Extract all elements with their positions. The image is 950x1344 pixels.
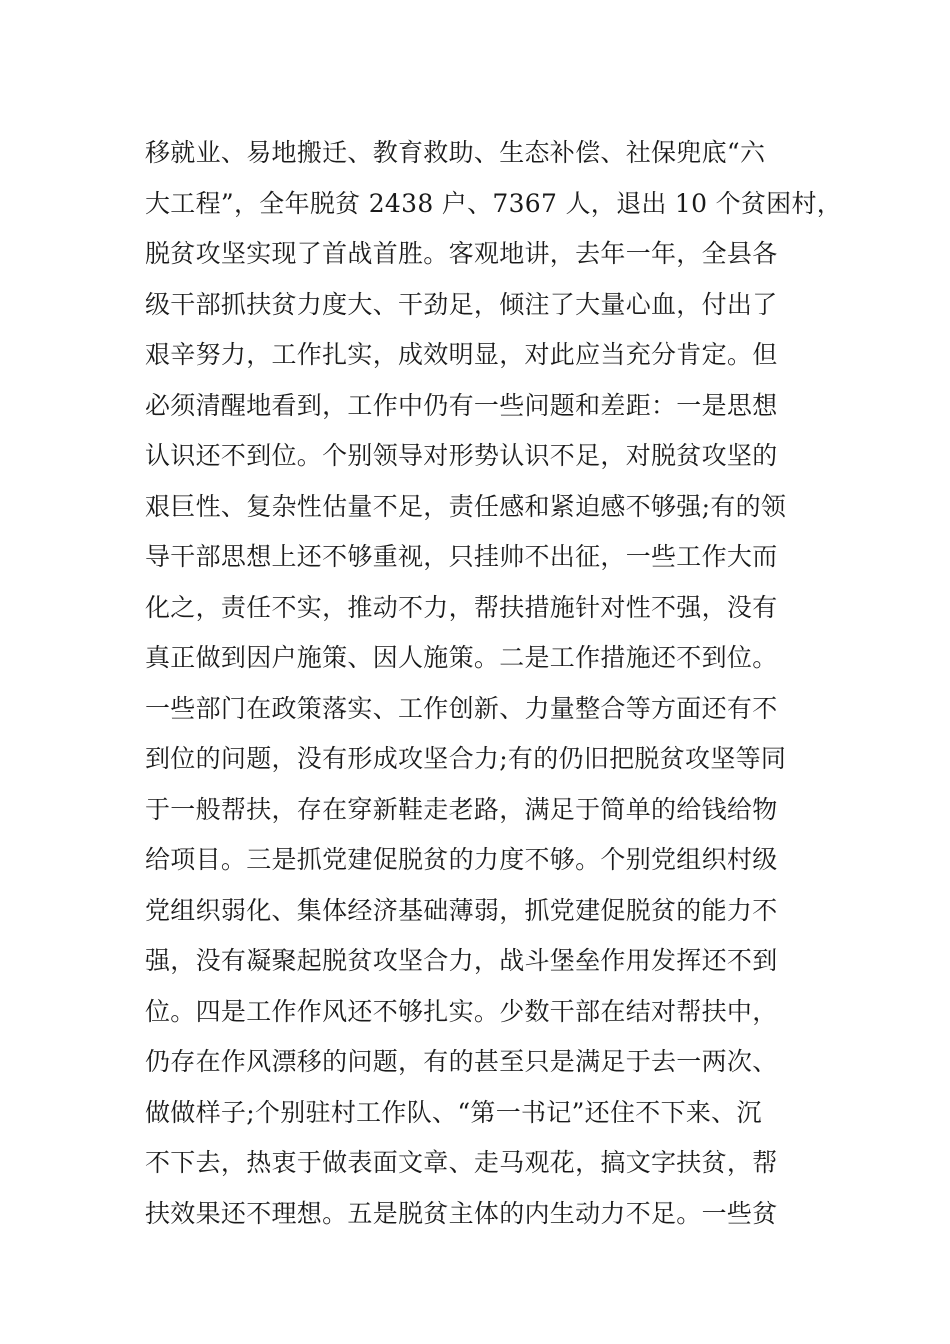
text-line: 艰巨性、复杂性估量不足，责任感和紧迫感不够强;有的领	[145, 491, 787, 521]
text-line: 给项目。三是抓党建促脱贫的力度不够。个别党组织村级	[145, 845, 778, 874]
text-line: 强，没有凝聚起脱贫攻坚合力，战斗堡垒作用发挥还不到	[145, 946, 778, 975]
text-line: 真正做到因户施策、因人施策。二是工作措施还不到位。	[145, 643, 778, 672]
text-line: 位。四是工作作风还不够扎实。少数干部在结对帮扶中，	[145, 996, 778, 1026]
text-line: 大工程”，全年脱贫 2438 户、7367 人，退出 10 个贫困村，	[145, 188, 843, 218]
text-line: 化之，责任不实，推动不力，帮扶措施针对性不强，没有	[145, 592, 778, 622]
text-line: 一些部门在政策落实、工作创新、力量整合等方面还有不	[145, 693, 778, 723]
text-line: 扶效果还不理想。五是脱贫主体的内生动力不足。一些贫	[145, 1198, 778, 1228]
text-line: 必须清醒地看到，工作中仍有一些问题和差距：一是思想	[145, 390, 778, 420]
text-line: 脱贫攻坚实现了首战首胜。客观地讲，去年一年，全县各	[145, 239, 778, 268]
text-line: 于一般帮扶，存在穿新鞋走老路，满足于简单的给钱给物	[145, 794, 778, 824]
text-line: 移就业、易地搬迁、教育救助、生态补偿、社保兜底“六	[145, 138, 766, 167]
text-line: 仍存在作风漂移的问题，有的甚至只是满足于去一两次、	[145, 1047, 778, 1076]
text-line: 级干部抓扶贫力度大、干劲足，倾注了大量心血，付出了	[145, 289, 778, 319]
text-line: 到位的问题，没有形成攻坚合力;有的仍旧把脱贫攻坚等同	[145, 744, 787, 773]
text-line: 不下去，热衷于做表面文章、走马观花，搞文字扶贫，帮	[145, 1148, 778, 1177]
body-text	[145, 128, 843, 1239]
text-line: 导干部思想上还不够重视，只挂帅不出征，一些工作大而	[145, 542, 778, 571]
text-line: 做做样子;个别驻村工作队、“第一书记”还住不下来、沉	[145, 1097, 762, 1127]
text-line: 艰辛努力，工作扎实，成效明显，对此应当充分肯定。但	[145, 340, 778, 369]
text-line: 党组织弱化、集体经济基础薄弱，抓党建促脱贫的能力不	[145, 895, 778, 925]
text-line: 认识还不到位。个别领导对形势认识不足，对脱贫攻坚的	[145, 441, 778, 470]
